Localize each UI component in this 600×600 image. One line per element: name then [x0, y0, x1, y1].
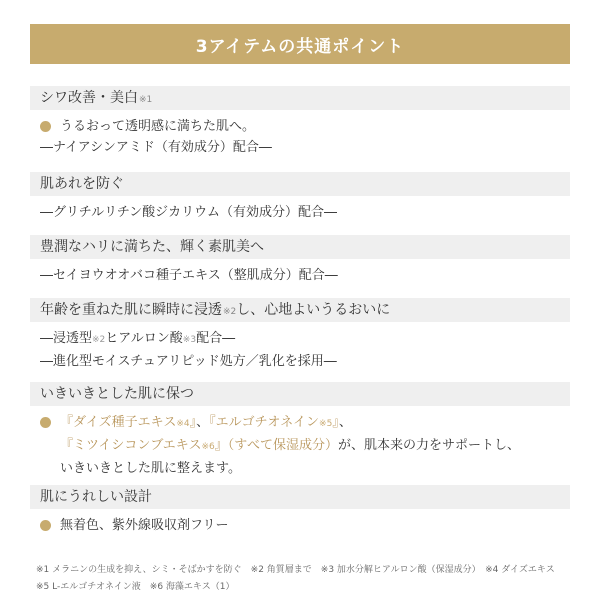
ingredient-line: ―セイヨウオオバコ種子エキス（整肌成分）配合―: [40, 268, 338, 283]
footnote-ref: ※3: [182, 335, 197, 345]
ingredient-line: ―進化型モイスチュアリピッド処方／乳化を採用―: [40, 354, 337, 369]
section-heading: [30, 298, 570, 322]
bullet-item: [30, 116, 570, 137]
line-text: ヒアルロン酸: [105, 331, 183, 346]
line-text: 配合―: [196, 331, 236, 346]
footnote-line: ※1 メラニンの生成を抑え、シミ・そばかすを防ぐ ※2 角質層まで ※3 加水分解ヒアルロン酸（保湿成分） ※4 ダイズエキス: [36, 565, 555, 575]
page-title: 3アイテムの共通ポイント: [195, 36, 405, 57]
section-design: [30, 485, 570, 536]
footnote-ref: ※6: [201, 442, 215, 452]
bullet-text: が、肌本来の力をサポートし、: [337, 438, 520, 453]
bullet-text: 、: [196, 415, 210, 430]
ingredient-line: [30, 328, 570, 351]
page-title-banner: [30, 24, 570, 64]
bullet-dot-icon: [40, 121, 51, 132]
section-penetration: [30, 298, 570, 372]
section-heading-text: 肌あれを防ぐ: [40, 176, 124, 192]
ingredient-name: 』: [332, 415, 339, 430]
footnote-ref: ※1: [139, 95, 153, 105]
footnote-ref: ※5: [319, 419, 333, 429]
section-heading-text: 豊潤なハリに満ちた、輝く素肌美へ: [40, 239, 264, 255]
section-heading-text: 肌にうれしい設計: [40, 489, 152, 505]
line-text: ―浸透型: [40, 331, 93, 346]
bullet-dot-icon: [40, 417, 51, 428]
footnote-line: ※5 L-エルゴチオネイン液 ※6 海藻エキス（1）: [36, 582, 235, 592]
section-firmness: [30, 235, 570, 286]
section-heading-text: いきいきとした肌に保つ: [40, 386, 194, 402]
footnote-ref: ※2: [223, 307, 237, 317]
bullet-item: [30, 515, 570, 536]
section-heading: [30, 485, 570, 509]
ingredient-name: 』: [189, 415, 197, 430]
section-vitality: [30, 382, 570, 479]
section-heading-text: シワ改善・美白: [40, 90, 138, 106]
bullet-continuation: [30, 435, 570, 458]
ingredient-name: 『エルゴチオネイン: [209, 415, 320, 430]
bullet-text: 、: [338, 415, 352, 430]
bullet-item: [30, 412, 570, 435]
section-heading: [30, 235, 570, 259]
ingredient-line: ―グリチルリチン酸ジカリウム（有効成分）配合―: [40, 205, 338, 220]
section-whitening: [30, 86, 570, 158]
bullet-text: 無着色、紫外線吸収剤フリー: [60, 518, 229, 533]
bullet-text: うるおって透明感に満ちた肌へ。: [60, 119, 256, 134]
ingredient-name: 『ダイズ種子エキス: [60, 415, 177, 430]
bullet-continuation: いきいきとした肌に整えます。: [60, 461, 241, 476]
ingredient-name: 『ミツイシコンブエキス: [60, 438, 202, 453]
footnote-ref: ※2: [92, 335, 106, 345]
ingredient-line: ―ナイアシンアミド（有効成分）配合―: [40, 140, 272, 155]
footnote-ref: ※4: [176, 419, 190, 429]
section-heading-text: し、心地よいうるおいに: [236, 302, 391, 318]
section-heading: [30, 172, 570, 196]
bullet-dot-icon: [40, 520, 51, 531]
section-heading-text: 年齢を重ねた肌に瞬時に浸透: [40, 302, 222, 318]
section-skin-roughness: [30, 172, 570, 223]
ingredient-name: 』（すべて保湿成分）: [214, 438, 338, 453]
section-heading: [30, 86, 570, 110]
section-heading: [30, 382, 570, 406]
